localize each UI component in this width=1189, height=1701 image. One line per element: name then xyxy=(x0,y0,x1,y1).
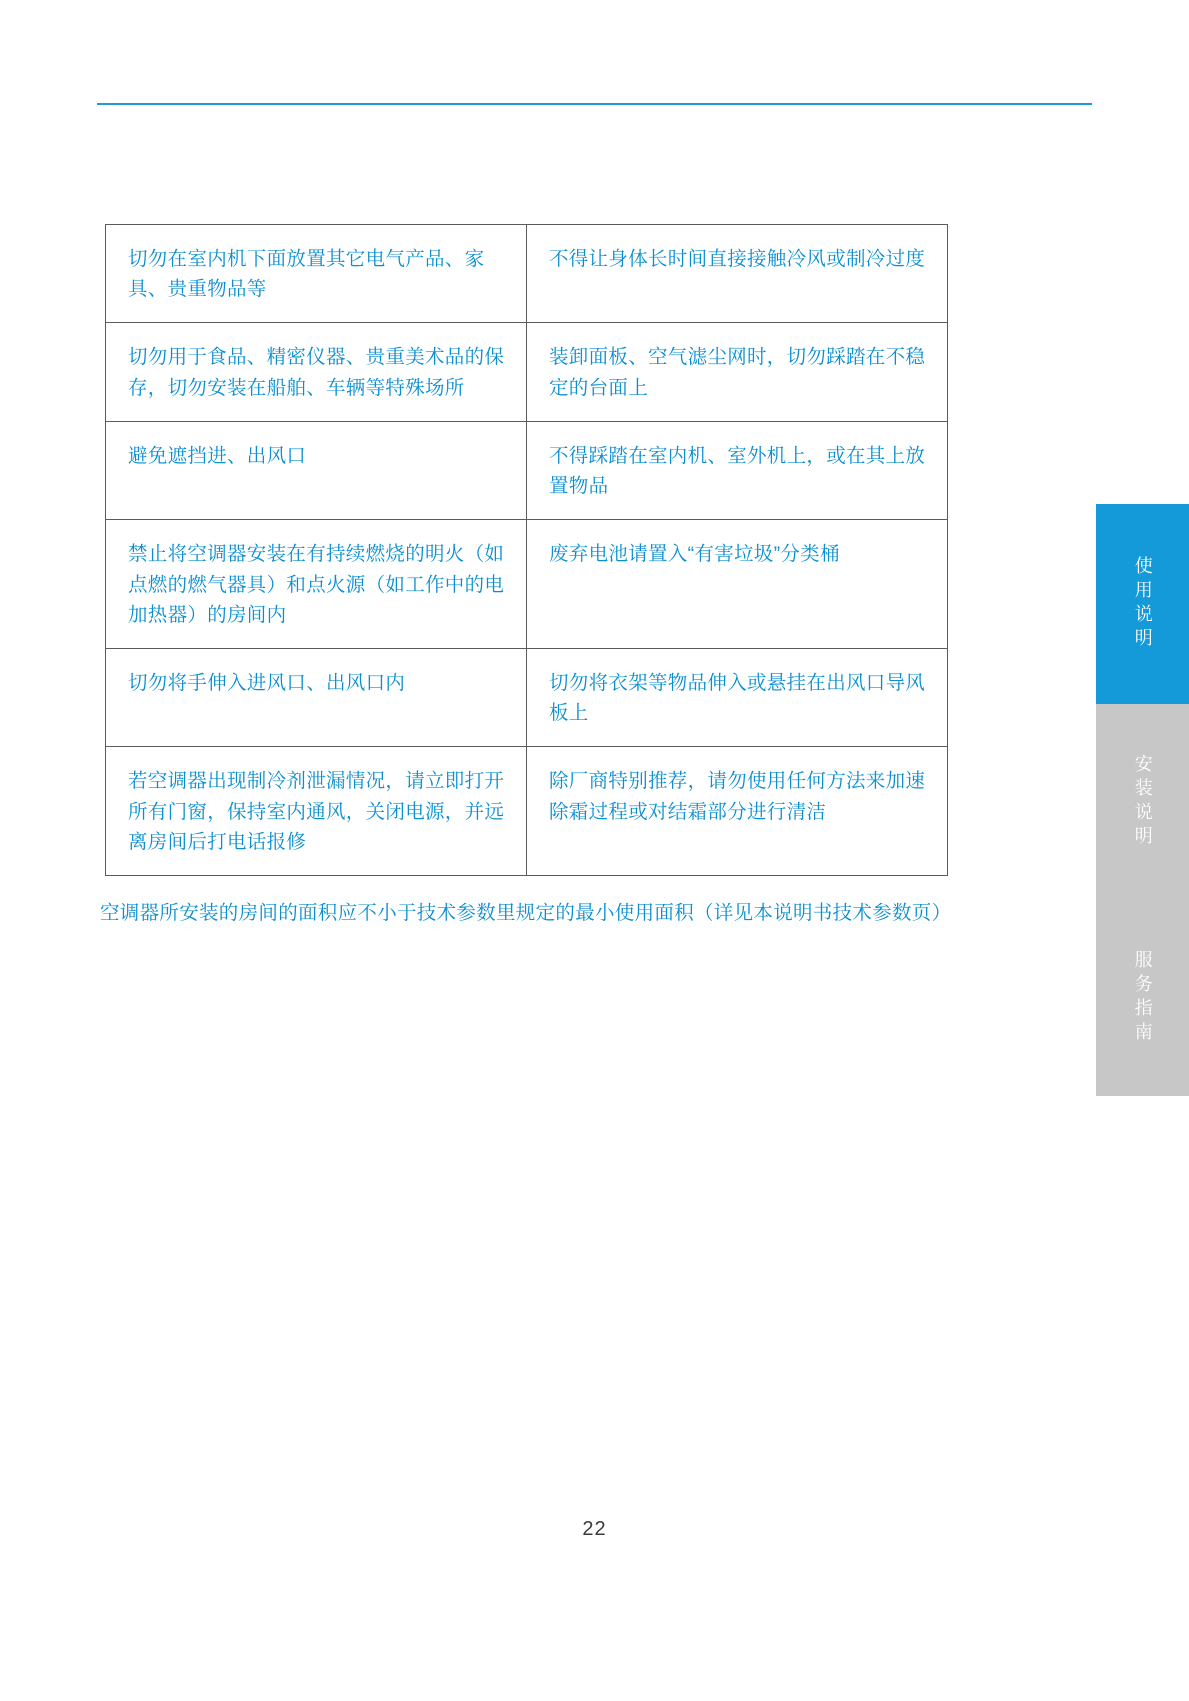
cell-text: 不得让身体长时间直接接触冷风或制冷过度 xyxy=(549,248,926,270)
page-number: 22 xyxy=(582,1518,607,1540)
table-cell-right xyxy=(527,225,948,323)
table-row xyxy=(106,225,948,323)
table-cell-left xyxy=(106,225,527,323)
table-row xyxy=(106,421,948,519)
table-cell-right xyxy=(527,421,948,519)
table-row xyxy=(106,323,948,421)
cell-text: 切勿将衣架等物品伸入或悬挂在出风口导风板上 xyxy=(549,671,926,725)
safety-table-container xyxy=(105,224,948,876)
header-rule xyxy=(97,103,1092,105)
table-cell-right xyxy=(527,323,948,421)
table-cell-left xyxy=(106,421,527,519)
table-cell-left xyxy=(106,323,527,421)
cell-text: 禁止将空调器安装在有持续燃烧的明火（如点燃的燃气器具）和点火源（如工作中的电加热器）的房间内 xyxy=(128,543,505,626)
cell-text: 若空调器出现制冷剂泄漏情况，请立即打开所有门窗，保持室内通风，关闭电源，并远离房间后打电话报修 xyxy=(128,770,505,853)
table-cell-left xyxy=(106,648,527,746)
cell-text: 除厂商特别推荐，请勿使用任何方法来加速除霜过程或对结霜部分进行清洁 xyxy=(549,770,926,823)
side-tab-installation[interactable] xyxy=(1096,704,1189,900)
table-cell-right xyxy=(527,747,948,876)
table-row xyxy=(106,747,948,876)
cell-text: 避免遮挡进、出风口 xyxy=(128,444,307,467)
side-tab-strip xyxy=(1096,504,1189,1096)
side-tab-label: 安装说明 xyxy=(1132,754,1153,850)
table-row xyxy=(106,648,948,746)
table-row xyxy=(106,520,948,649)
cell-text: 切勿将手伸入进风口、出风口内 xyxy=(128,671,406,694)
table-cell-right xyxy=(527,648,948,746)
side-tab-label: 服务指南 xyxy=(1132,950,1153,1046)
room-area-note: 空调器所安装的房间的面积应不小于技术参数里规定的最小使用面积（详见本说明书技术参数页） xyxy=(100,902,952,924)
side-tab-label: 使用说明 xyxy=(1132,556,1153,652)
side-tab-usage[interactable] xyxy=(1096,504,1189,704)
cell-text: 废弃电池请置入“有害垃圾”分类桶 xyxy=(549,543,840,566)
table-cell-left xyxy=(106,747,527,876)
side-tab-service[interactable] xyxy=(1096,900,1189,1096)
cell-text: 切勿用于食品、精密仪器、贵重美术品的保存，切勿安装在船舶、车辆等特殊场所 xyxy=(128,346,505,399)
safety-table xyxy=(105,224,948,876)
table-cell-left xyxy=(106,520,527,649)
cell-text: 不得踩踏在室内机、室外机上，或在其上放置物品 xyxy=(549,444,926,498)
table-cell-right xyxy=(527,520,948,649)
cell-text: 切勿在室内机下面放置其它电气产品、家具、贵重物品等 xyxy=(128,248,485,301)
cell-text: 装卸面板、空气滤尘网时，切勿踩踏在不稳定的台面上 xyxy=(549,346,926,399)
